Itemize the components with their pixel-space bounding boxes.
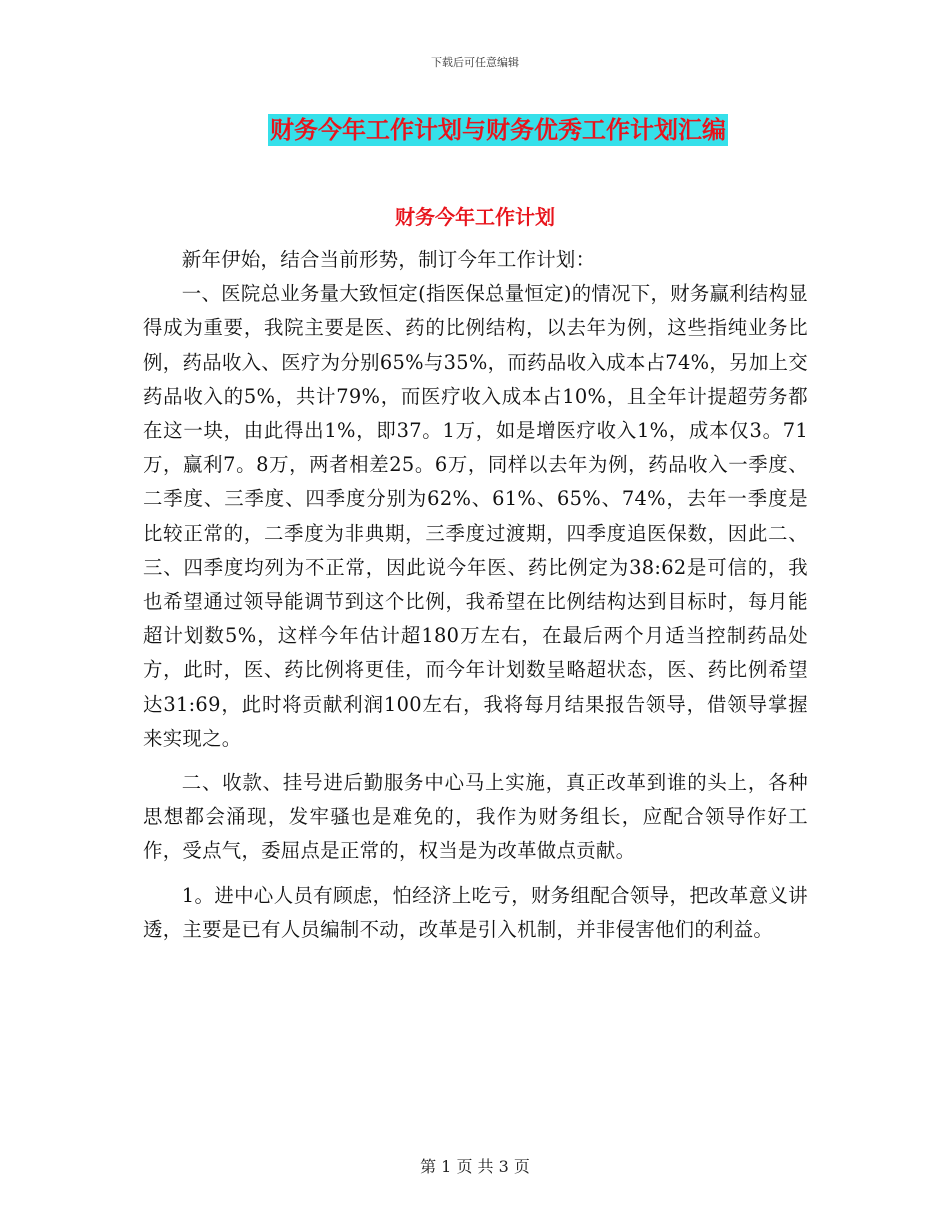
paragraph-item-one: 1。进中心人员有顾虑，怕经济上吃亏，财务组配合领导，把改革意义讲透，主要是已有人员编制不动，改革是引入机制，并非侵害他们的利益。 bbox=[143, 883, 808, 941]
paragraph-intro: 新年伊始，结合当前形势，制订今年工作计划： bbox=[181, 248, 596, 271]
section-title: 财务今年工作计划 bbox=[395, 205, 555, 229]
paragraph-section-two: 二、收款、挂号进后勤服务中心马上实施，真正改革到谁的头上，各种思想都会涌现，发牢骚也是难免的，我作为财务组长，应配合领导作好工作，受点气，委屈点是正常的，权当是为改革做点贡献。 bbox=[143, 771, 808, 863]
paragraph-section-one: 一、医院总业务量大致恒定(指医保总量恒定)的情况下，财务赢利结构显得成为重要，我院主要是医、药的比例结构，以去年为例，这些指纯业务比例，药品收入、医疗为分别65%与35%，而药品收入成本占74%，另加上交药品收入的5%，共计79%，而医疗收入成本占10%，且全年计提超劳务都在这一块，由此得出1%，即37。1万，如是增医疗收入1%，成本仅3。71万，赢利7。8万，两者相差25。6万，同样以去年为例，药品收入一季度、二季度、三季度、四季度分别为62%、61%、65%、74%，去年一季度是比较正常的，二季度为非典期，三季度过渡期，四季度追医保数，因此二、三、四季度均列为不正常，因此说今年医、药比例定为38:62是可信的，我也希望通过领导能调节到这个比例，我希望在比例结构达到目标时，每月能超计划数5%，这样今年估计超180万左右，在最后两个月适当控制药品处方，此时，医、药比例将更佳，而今年计划数呈略超状态，医、药比例希望达31:69，此时将贡献利润100左右，我将每月结果报告领导，借领导掌握来实现之。 bbox=[143, 282, 808, 750]
document-body bbox=[143, 243, 808, 947]
page-number: 第 1 页 共 3 页 bbox=[420, 1157, 530, 1176]
main-title-container bbox=[0, 114, 950, 146]
header-note: 下载后可任意编辑 bbox=[431, 56, 519, 69]
main-title: 财务今年工作计划与财务优秀工作计划汇编 bbox=[270, 116, 726, 144]
